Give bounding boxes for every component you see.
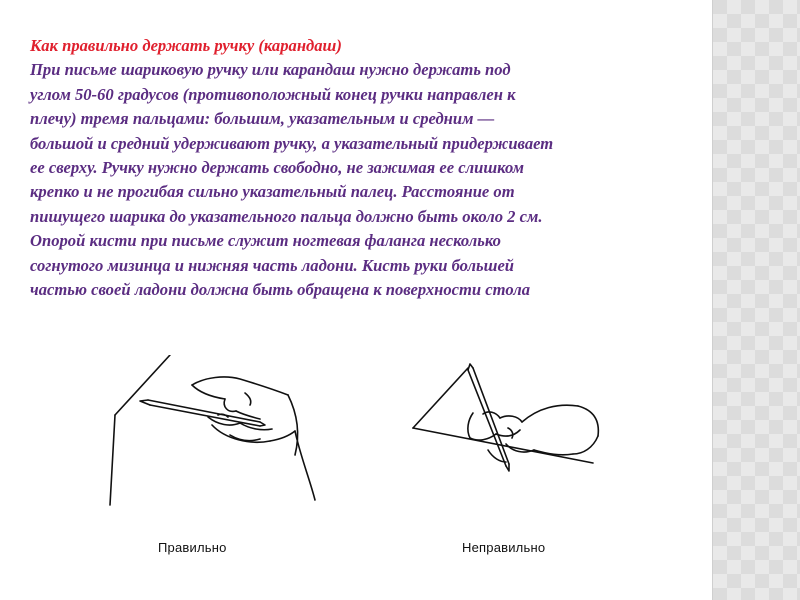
incorrect-hand-illustration — [388, 358, 618, 513]
body-line: согнутого мизинца и нижняя часть ладони. Кисть руки большей — [30, 255, 515, 275]
correct-hand-illustration — [100, 355, 330, 510]
slide-title: Как правильно держать ручку (карандаш) — [30, 36, 342, 55]
body-line: плечу) тремя пальцами: большим, указательным и средним — — [30, 109, 495, 129]
body-line: частью своей ладони должна быть обращена к поверхности стола — [30, 280, 531, 300]
body-line: большой и средний удерживают ручку, а указательный придерживает — [30, 133, 554, 153]
text-block — [30, 34, 690, 302]
body-line: ее сверху. Ручку нужно держать свободно, не зажимая ее слишком — [30, 158, 524, 178]
right-caption: Неправильно — [462, 540, 546, 555]
body-line: Опорой кисти при письме служит ногтевая фаланга несколько — [30, 231, 501, 251]
body-line: углом 50-60 градусов (противоположный конец ручки направлен к — [30, 84, 516, 104]
body-line: пишущего шарика до указательного пальца должно быть около 2 см. — [30, 206, 543, 226]
body-line: При письме шариковую ручку или карандаш нужно держать под — [30, 60, 511, 80]
left-caption: Правильно — [158, 540, 227, 555]
decorative-side-pattern — [712, 0, 800, 600]
body-line: крепко и не прогибая сильно указательный палец. Расстояние от — [30, 182, 515, 202]
